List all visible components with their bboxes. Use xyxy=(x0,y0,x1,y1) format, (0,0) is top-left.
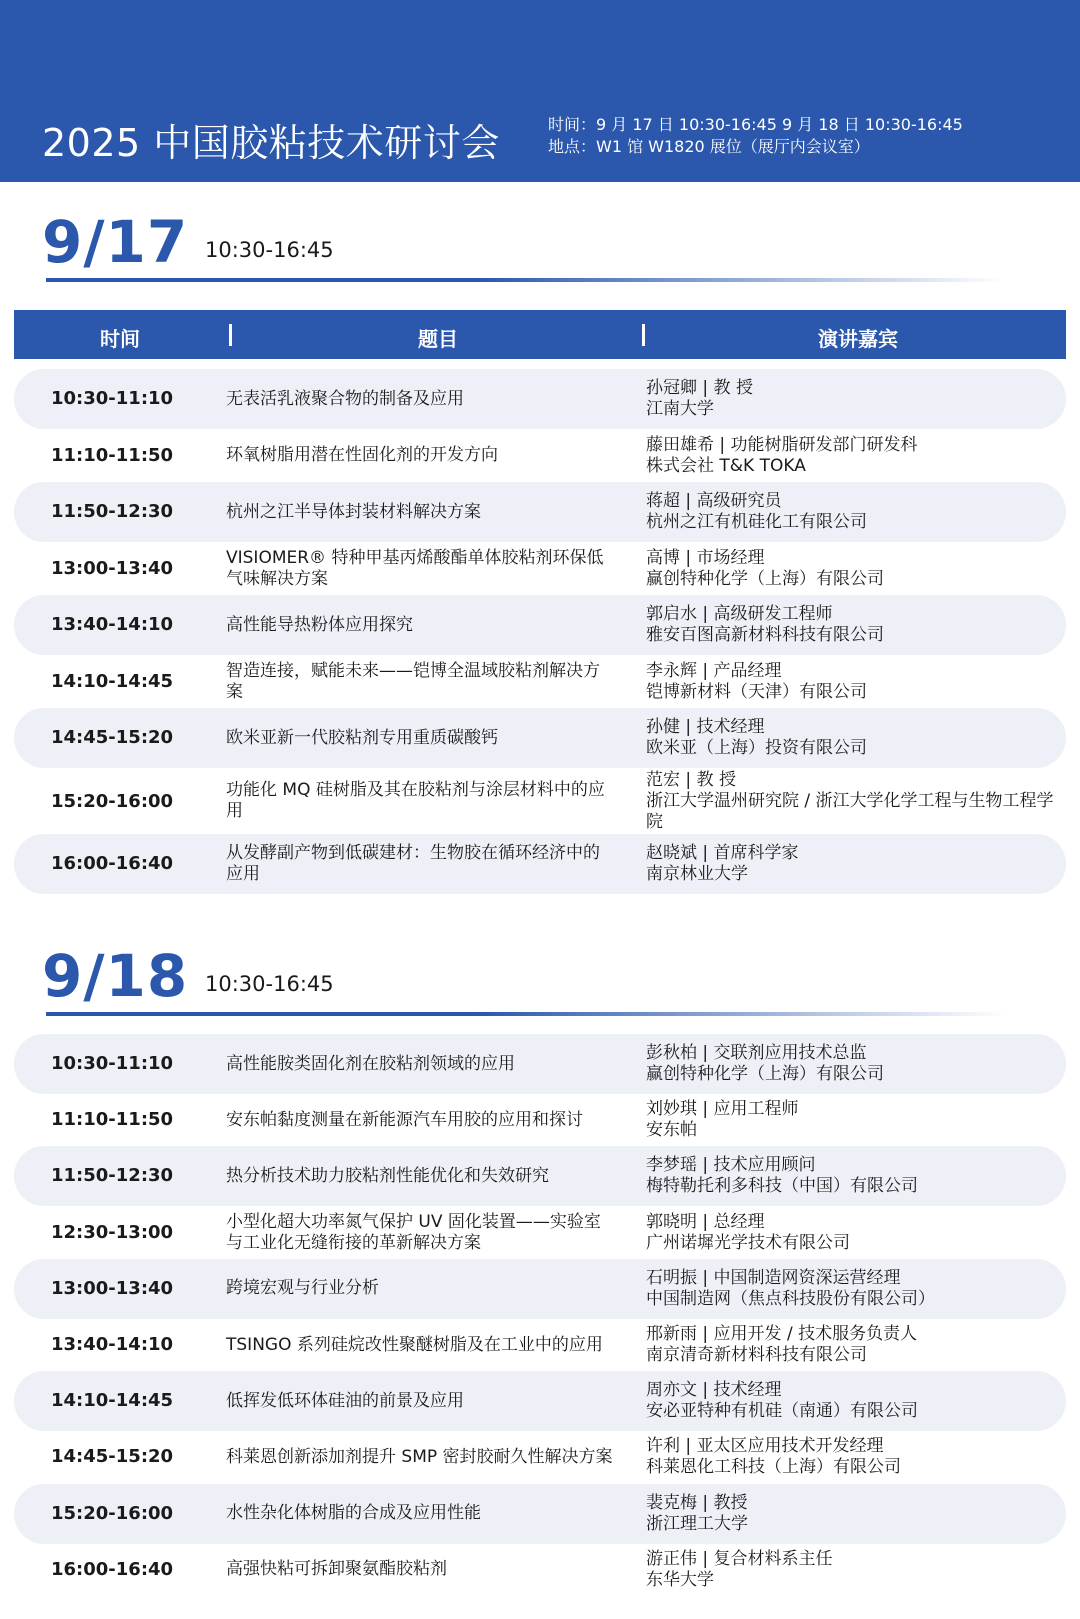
session-row xyxy=(14,1371,1066,1431)
speaker-name-title: 周亦文 | 技术经理 xyxy=(646,1380,782,1401)
session-row xyxy=(14,482,1066,542)
speaker-name-title: 郭晓明 | 总经理 xyxy=(646,1211,765,1232)
session-topic: 低挥发低环体硅油的前景及应用 xyxy=(226,1390,464,1411)
session-speaker xyxy=(646,1034,1066,1094)
session-time: 14:10-14:45 xyxy=(51,670,174,692)
speaker-name-title: 石明振 | 中国制造网资深运营经理 xyxy=(646,1267,901,1288)
session-speaker xyxy=(646,765,1066,838)
day-date: 9/17 xyxy=(42,208,189,276)
speaker-organization: 江南大学 xyxy=(646,399,714,419)
session-topic: 高性能导热粉体应用探究 xyxy=(226,614,413,635)
session-time: 13:00-13:40 xyxy=(51,1277,174,1299)
session-time: 16:00-16:40 xyxy=(51,1558,174,1580)
speaker-organization: 科莱恩化工科技（上海）有限公司 xyxy=(646,1457,901,1478)
session-speaker xyxy=(646,708,1066,768)
session-speaker xyxy=(646,1259,1066,1319)
speaker-name-title: 范宏 | 教 授 xyxy=(646,769,736,790)
speaker-organization: 欧米亚（上海）投资有限公司 xyxy=(646,738,867,758)
session-speaker xyxy=(646,1146,1066,1206)
session-row xyxy=(14,1034,1066,1094)
speaker-name-title: 孙健 | 技术经理 xyxy=(646,717,765,737)
session-topic: 小型化超大功率氮气保护 UV 固化装置——实验室与工业化无缝衔接的革新解决方案 xyxy=(226,1211,601,1253)
session-time: 11:50-12:30 xyxy=(51,501,174,522)
column-header-speaker: 演讲嘉宾 xyxy=(818,327,898,351)
speaker-organization: 雅安百图高新材料科技有限公司 xyxy=(646,625,884,645)
session-row xyxy=(14,834,1066,894)
session-time: 11:10-11:50 xyxy=(51,444,174,466)
speaker-organization: 梅特勒托利多科技（中国）有限公司 xyxy=(646,1176,918,1197)
session-time: 11:50-12:30 xyxy=(51,1165,174,1187)
column-separator xyxy=(642,324,645,346)
session-speaker xyxy=(646,1203,1066,1263)
speaker-organization: 东华大学 xyxy=(646,1569,714,1590)
session-row xyxy=(14,426,1066,486)
speaker-name-title: 藤田雄希 | 功能树脂研发部门研发科 xyxy=(646,434,918,455)
session-row xyxy=(14,595,1066,655)
session-speaker xyxy=(646,1371,1066,1431)
speaker-name-title: 刘妙琪 | 应用工程师 xyxy=(646,1099,799,1120)
column-separator xyxy=(229,324,232,346)
session-topic: 杭州之江半导体封装材料解决方案 xyxy=(226,501,481,522)
speaker-name-title: 许利 | 亚太区应用技术开发经理 xyxy=(646,1436,884,1457)
session-time: 16:00-16:40 xyxy=(51,853,174,874)
session-row xyxy=(14,1259,1066,1319)
session-time: 14:10-14:45 xyxy=(51,1390,174,1412)
day-date: 9/18 xyxy=(42,942,189,1010)
session-row xyxy=(14,1484,1066,1544)
session-time: 15:20-16:00 xyxy=(51,790,174,812)
session-time: 12:30-13:00 xyxy=(51,1221,174,1243)
session-speaker xyxy=(646,482,1066,542)
session-topic: 环氧树脂用潜在性固化剂的开发方向 xyxy=(226,445,498,465)
table-header xyxy=(14,310,1066,359)
speaker-name-title: 游正伟 | 复合材料系主任 xyxy=(646,1548,833,1569)
session-topic: 功能化 MQ 硅树脂及其在胶粘剂与涂层材料中的应用 xyxy=(226,780,605,821)
speaker-name-title: 孙冠卿 | 教 授 xyxy=(646,378,753,398)
session-speaker xyxy=(646,369,1066,429)
session-time: 14:45-15:20 xyxy=(51,1446,174,1468)
session-row xyxy=(14,369,1066,429)
session-time: 14:45-15:20 xyxy=(51,727,174,748)
speaker-name-title: 赵晓斌 | 首席科学家 xyxy=(646,843,799,863)
session-row xyxy=(14,1146,1066,1206)
session-time: 10:30-11:10 xyxy=(51,388,174,409)
speaker-name-title: 裴克梅 | 教授 xyxy=(646,1492,748,1513)
speaker-organization: 安必亚特种有机硅（南通）有限公司 xyxy=(646,1401,918,1422)
session-time: 11:10-11:50 xyxy=(51,1109,174,1131)
session-topic: 热分析技术助力胶粘剂性能优化和失效研究 xyxy=(226,1165,549,1186)
speaker-organization: 铠博新材料（天津）有限公司 xyxy=(646,681,867,702)
session-time: 10:30-11:10 xyxy=(51,1053,174,1074)
speaker-organization: 浙江大学温州研究院 / 浙江大学化学工程与生物工程学院 xyxy=(646,790,1054,832)
speaker-organization: 浙江理工大学 xyxy=(646,1513,748,1534)
session-speaker xyxy=(646,1090,1066,1150)
session-row xyxy=(14,708,1066,768)
session-row xyxy=(14,1315,1066,1375)
page-title: 2025 中国胶粘技术研讨会 xyxy=(42,121,500,165)
day-divider xyxy=(46,1012,1006,1016)
speaker-organization: 株式会社 T&K TOKA xyxy=(646,455,806,476)
event-info xyxy=(548,114,963,158)
column-header-time: 时间 xyxy=(100,327,140,351)
session-time: 13:40-14:10 xyxy=(51,1334,174,1355)
session-speaker xyxy=(646,1427,1066,1487)
session-time: 13:00-13:40 xyxy=(51,557,174,579)
event-location: 地点：W1 馆 W1820 展位（展厅内会议室） xyxy=(548,137,870,156)
header-banner xyxy=(0,0,1080,182)
session-topic: 智造连接，赋能未来——铠博全温域胶粘剂解决方案 xyxy=(226,660,600,702)
session-topic: 安东帕黏度测量在新能源汽车用胶的应用和探讨 xyxy=(226,1109,583,1130)
day-time: 10:30-16:45 xyxy=(205,972,334,996)
session-row xyxy=(14,1090,1066,1150)
speaker-organization: 中国制造网（焦点科技股份有限公司） xyxy=(646,1288,935,1309)
session-row xyxy=(14,1540,1066,1600)
speaker-organization: 杭州之江有机硅化工有限公司 xyxy=(646,512,867,532)
session-topic: 水性杂化体树脂的合成及应用性能 xyxy=(226,1503,481,1524)
speaker-name-title: 李永辉 | 产品经理 xyxy=(646,660,782,681)
session-topic: 科莱恩创新添加剂提升 SMP 密封胶耐久性解决方案 xyxy=(226,1446,613,1467)
speaker-name-title: 彭秋柏 | 交联剂应用技术总监 xyxy=(646,1043,867,1063)
session-topic: 从发酵副产物到低碳建材：生物胶在循环经济中的应用 xyxy=(226,843,600,884)
session-topic: 高性能胺类固化剂在胶粘剂领域的应用 xyxy=(226,1053,515,1074)
session-row xyxy=(14,765,1066,838)
speaker-organization: 广州诺墀光学技术有限公司 xyxy=(646,1232,850,1253)
session-speaker xyxy=(646,1484,1066,1544)
session-speaker xyxy=(646,539,1066,599)
day-divider xyxy=(46,278,1006,282)
speaker-organization: 安东帕 xyxy=(646,1120,697,1141)
speaker-name-title: 蒋超 | 高级研究员 xyxy=(646,491,782,511)
day-time: 10:30-16:45 xyxy=(205,238,334,262)
session-topic: 高强快粘可拆卸聚氨酯胶粘剂 xyxy=(226,1559,447,1580)
session-speaker xyxy=(646,595,1066,655)
speaker-organization: 南京清奇新材料科技有限公司 xyxy=(646,1345,867,1365)
session-speaker xyxy=(646,652,1066,712)
session-time: 15:20-16:00 xyxy=(51,1502,174,1524)
session-row xyxy=(14,1203,1066,1263)
session-time: 13:40-14:10 xyxy=(51,614,174,635)
speaker-organization: 南京林业大学 xyxy=(646,864,748,884)
session-topic: TSINGO 系列硅烷改性聚醚树脂及在工业中的应用 xyxy=(226,1334,603,1355)
session-topic: VISIOMER® 特种甲基丙烯酸酯单体胶粘剂环保低气味解决方案 xyxy=(226,547,604,589)
session-topic: 跨境宏观与行业分析 xyxy=(226,1278,379,1299)
session-speaker xyxy=(646,1315,1066,1375)
speaker-name-title: 李梦瑶 | 技术应用顾问 xyxy=(646,1155,816,1176)
column-header-topic: 题目 xyxy=(418,327,458,351)
session-row xyxy=(14,1427,1066,1487)
session-speaker xyxy=(646,1540,1066,1600)
speaker-name-title: 邢新雨 | 应用开发 / 技术服务负责人 xyxy=(646,1324,918,1344)
session-topic: 欧米亚新一代胶粘剂专用重质碳酸钙 xyxy=(226,727,498,748)
speaker-organization: 赢创特种化学（上海）有限公司 xyxy=(646,568,884,589)
session-speaker xyxy=(646,834,1066,894)
session-row xyxy=(14,652,1066,712)
speaker-organization: 赢创特种化学（上海）有限公司 xyxy=(646,1064,884,1084)
session-topic: 无表活乳液聚合物的制备及应用 xyxy=(226,388,464,409)
session-speaker xyxy=(646,426,1066,486)
speaker-name-title: 高博 | 市场经理 xyxy=(646,547,765,568)
speaker-name-title: 郭启水 | 高级研发工程师 xyxy=(646,604,833,624)
event-time: 时间：9 月 17 日 10:30-16:45 9 月 18 日 10:30-16:45 xyxy=(548,115,963,134)
session-row xyxy=(14,539,1066,599)
